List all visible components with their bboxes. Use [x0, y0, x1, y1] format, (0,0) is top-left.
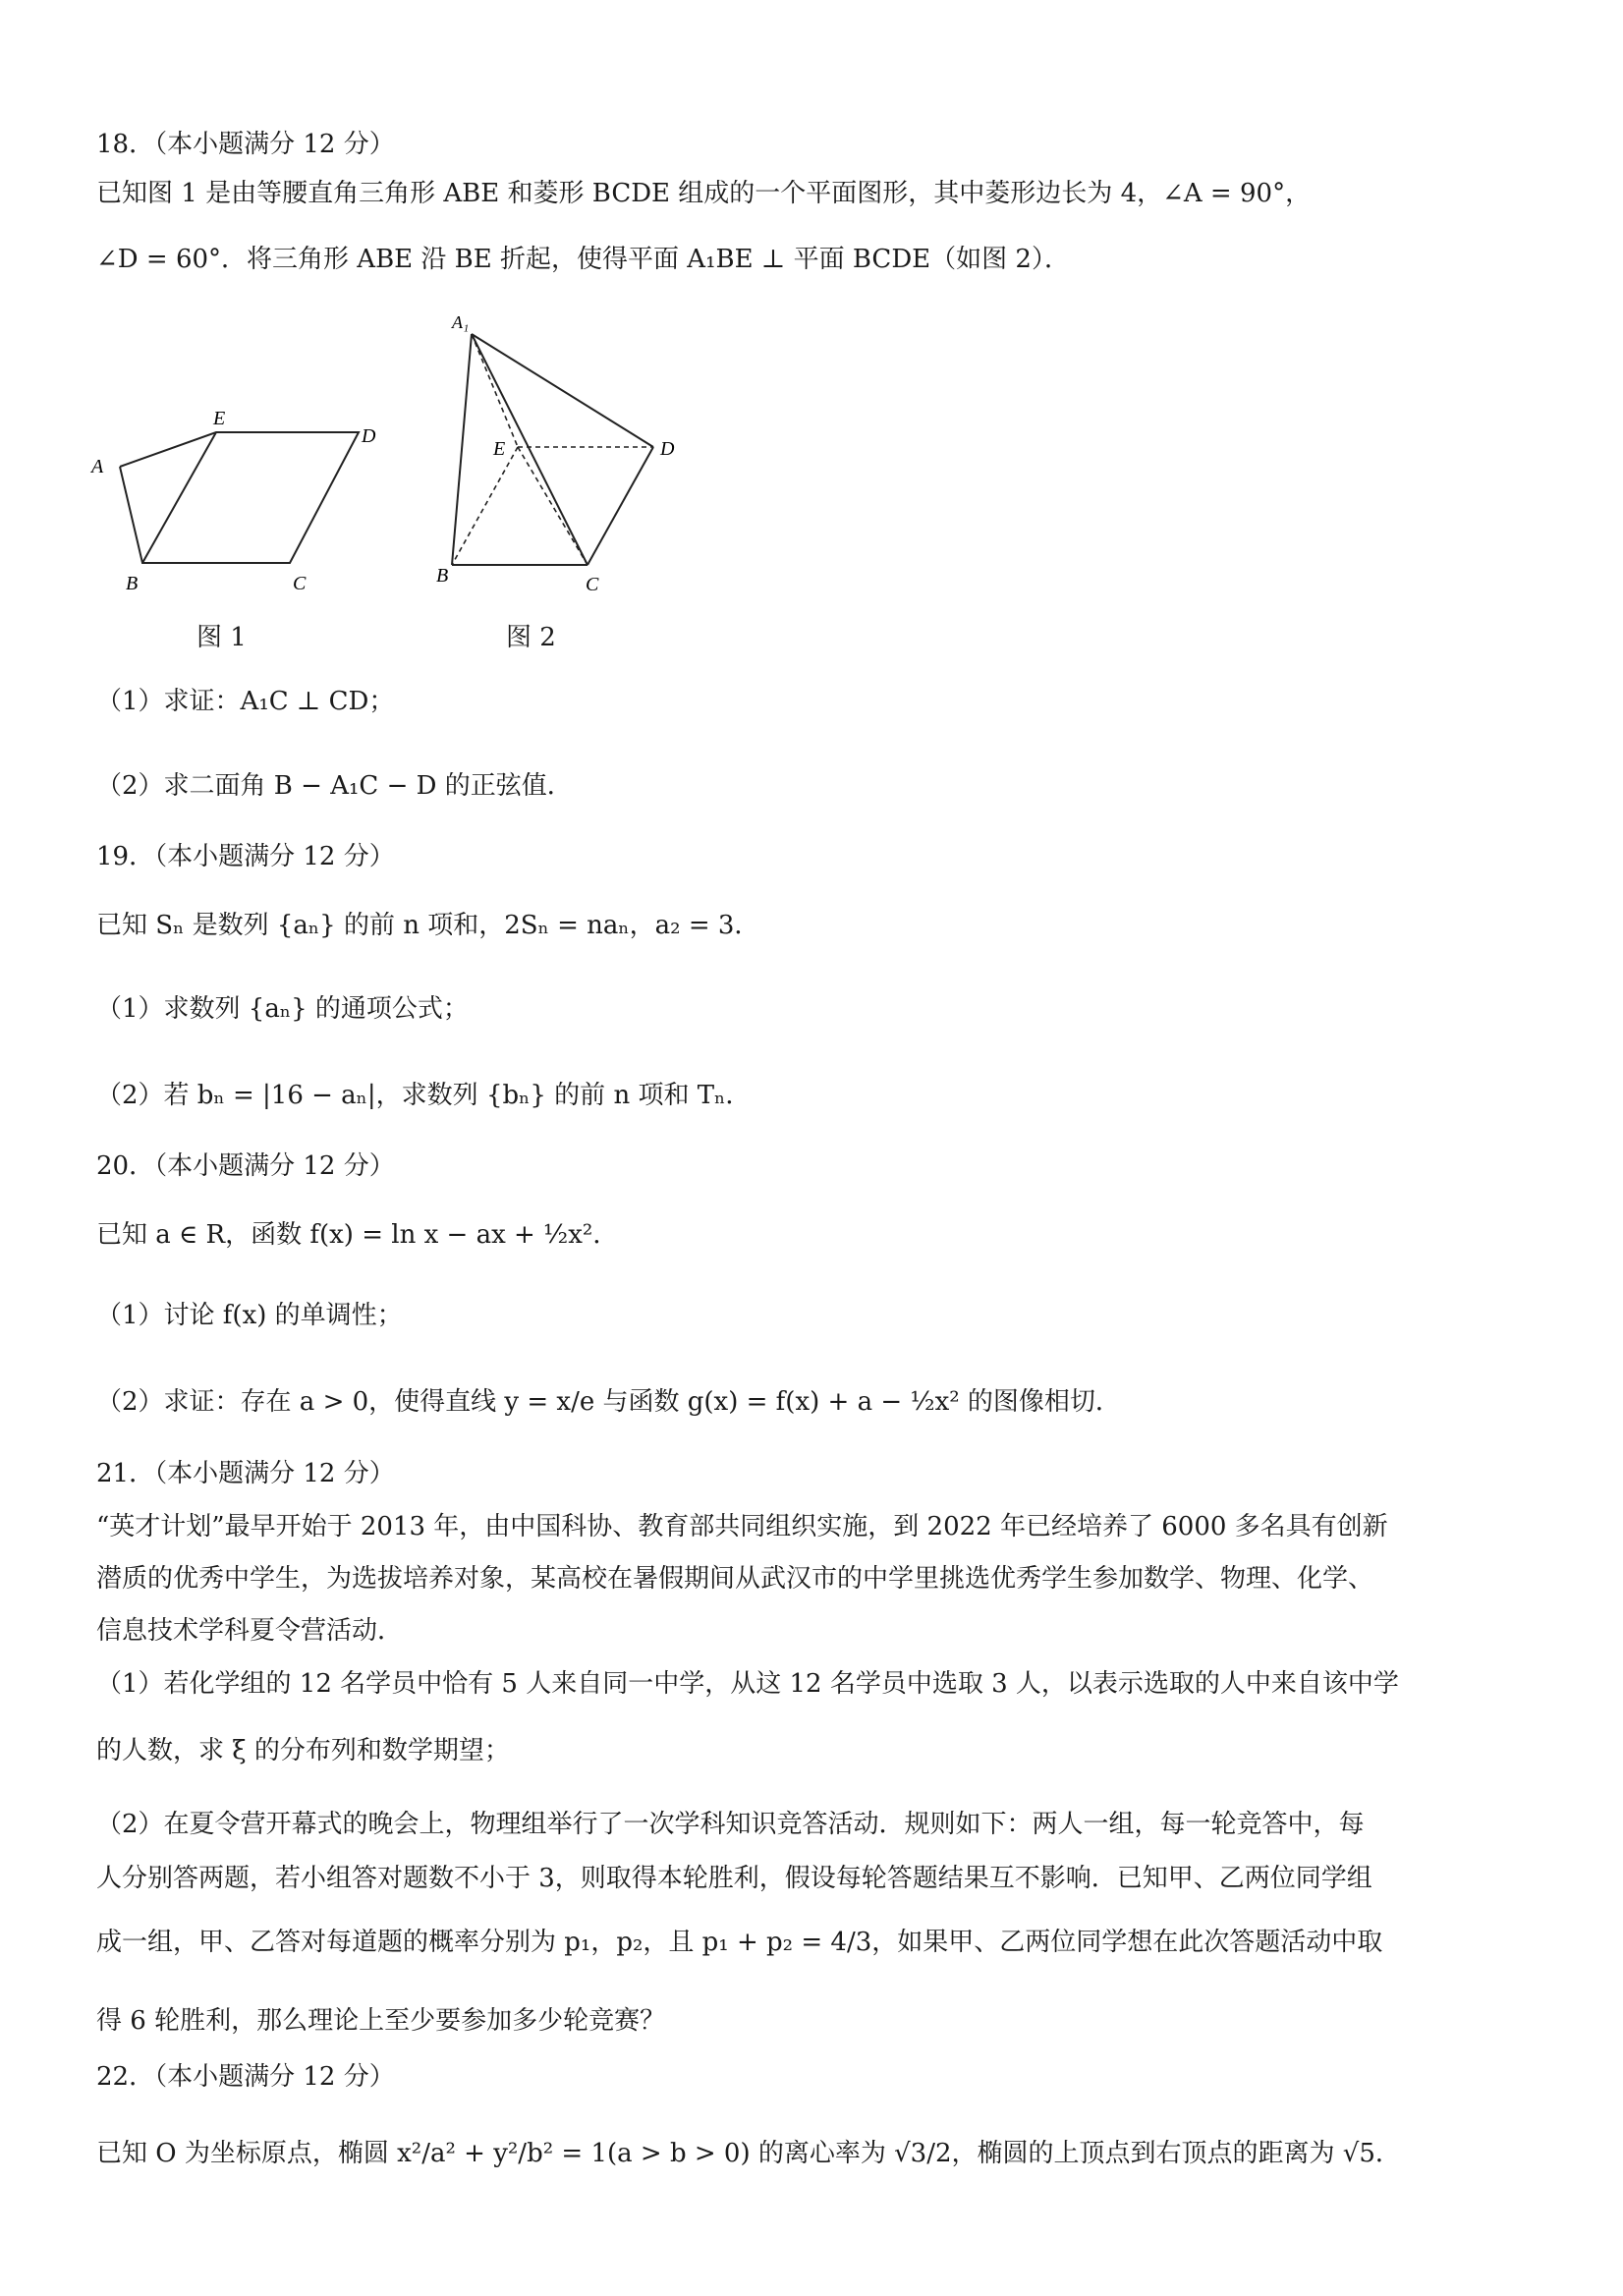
q21-header: 21．（本小题满分 12 分）	[96, 1459, 395, 1488]
q19-part-2: （2）若 bₙ = |16 − aₙ|，求数列 {bₙ} 的前 n 项和 Tₙ．	[96, 1081, 752, 1110]
q18-part-2: （2）求二面角 B − A₁C − D 的正弦值．	[96, 771, 573, 801]
fig1-label-a: A	[91, 456, 104, 477]
q21-part-2-line-1: （2）在夏令营开幕式的晚会上，物理组举行了一次学科知识竞答活动．规则如下：两人一组，每一轮竞答中，每	[96, 1810, 1365, 1839]
q21-part-1-line-2: 的人数，求 ξ 的分布列和数学期望；	[96, 1736, 510, 1765]
q21-part-2-line-3: 成一组，甲、乙答对每道题的概率分别为 p₁，p₂，且 p₁ + p₂ = 4/3，如果甲、乙两位同学想在此次答题活动中取	[96, 1928, 1383, 1957]
q21-paragraph-line-2: 潜质的优秀中学生，为选拔培养对象，某高校在暑假期间从武汉市的中学里挑选优秀学生参加数学、物理、化学、	[96, 1564, 1374, 1594]
q22-stem: 已知 O 为坐标原点，椭圆 x²/a² + y²/b² = 1(a > b > 0) 的离心率为 √3/2，椭圆的上顶点到右顶点的距离为 √5．	[96, 2139, 1401, 2168]
q20-part-2: （2）求证：存在 a > 0，使得直线 y = x/e 与函数 g(x) = f(x) + a − ½x² 的图像相切．	[96, 1387, 1121, 1417]
fig2-label-a1: A₁	[452, 314, 470, 332]
q20-header: 20．（本小题满分 12 分）	[96, 1151, 395, 1181]
fig2-label-c: C	[586, 574, 599, 595]
q19-part-1: （1）求数列 {aₙ} 的通项公式；	[96, 994, 469, 1024]
fig2-label-d: D	[660, 438, 675, 460]
q21-part-2-line-4: 得 6 轮胜利，那么理论上至少要参加多少轮竞赛？	[96, 2006, 666, 2036]
fig2-label-e: E	[493, 438, 506, 460]
fig1-label-d: D	[362, 425, 376, 447]
q20-part-1: （1）讨论 f(x) 的单调性；	[96, 1301, 403, 1330]
q21-paragraph-line-3: 信息技术学科夏令营活动．	[96, 1616, 404, 1646]
q18-stem-line-2: ∠D = 60°．将三角形 ABE 沿 BE 折起，使得平面 A₁BE ⊥ 平面 BCDE（如图 2）．	[96, 245, 1070, 274]
fig1-label-c: C	[293, 573, 307, 594]
q21-part-2-line-2: 人分别答两题，若小组答对题数不小于 3，则取得本轮胜利，假设每轮答题结果互不影响．已知甲、乙两位同学组	[96, 1864, 1372, 1893]
figure-1-planar-diagram	[88, 408, 403, 604]
q21-paragraph-line-1: “英才计划”最早开始于 2013 年，由中国科协、教育部共同组织实施，到 2022 年已经培养了 6000 多名具有创新	[96, 1512, 1388, 1541]
q18-part-1: （1）求证：A₁C ⊥ CD；	[96, 687, 395, 716]
q20-stem: 已知 a ∈ R，函数 f(x) = ln x − ax + ½x²．	[96, 1220, 619, 1250]
figure-1-caption: 图 1	[196, 623, 247, 652]
fig2-label-b: B	[436, 565, 449, 587]
q21-part-1-line-1: （1）若化学组的 12 名学员中恰有 5 人来自同一中学，从这 12 名学员中选取 3 人，以表示选取的人中来自该中学	[96, 1669, 1399, 1699]
figure-2-folded-diagram	[422, 314, 698, 599]
q19-header: 19．（本小题满分 12 分）	[96, 842, 395, 871]
fig1-label-e: E	[213, 408, 226, 429]
fig1-label-b: B	[126, 573, 139, 594]
figure-2-caption: 图 2	[506, 623, 556, 652]
q18-header: 18．（本小题满分 12 分）	[96, 130, 395, 159]
q18-stem-line-1: 已知图 1 是由等腰直角三角形 ABE 和菱形 BCDE 组成的一个平面图形，其中菱形边长为 4，∠A = 90°，	[96, 179, 1312, 208]
q22-header: 22．（本小题满分 12 分）	[96, 2062, 395, 2092]
q19-stem: 已知 Sₙ 是数列 {aₙ} 的前 n 项和，2Sₙ = naₙ，a₂ = 3．	[96, 911, 760, 940]
